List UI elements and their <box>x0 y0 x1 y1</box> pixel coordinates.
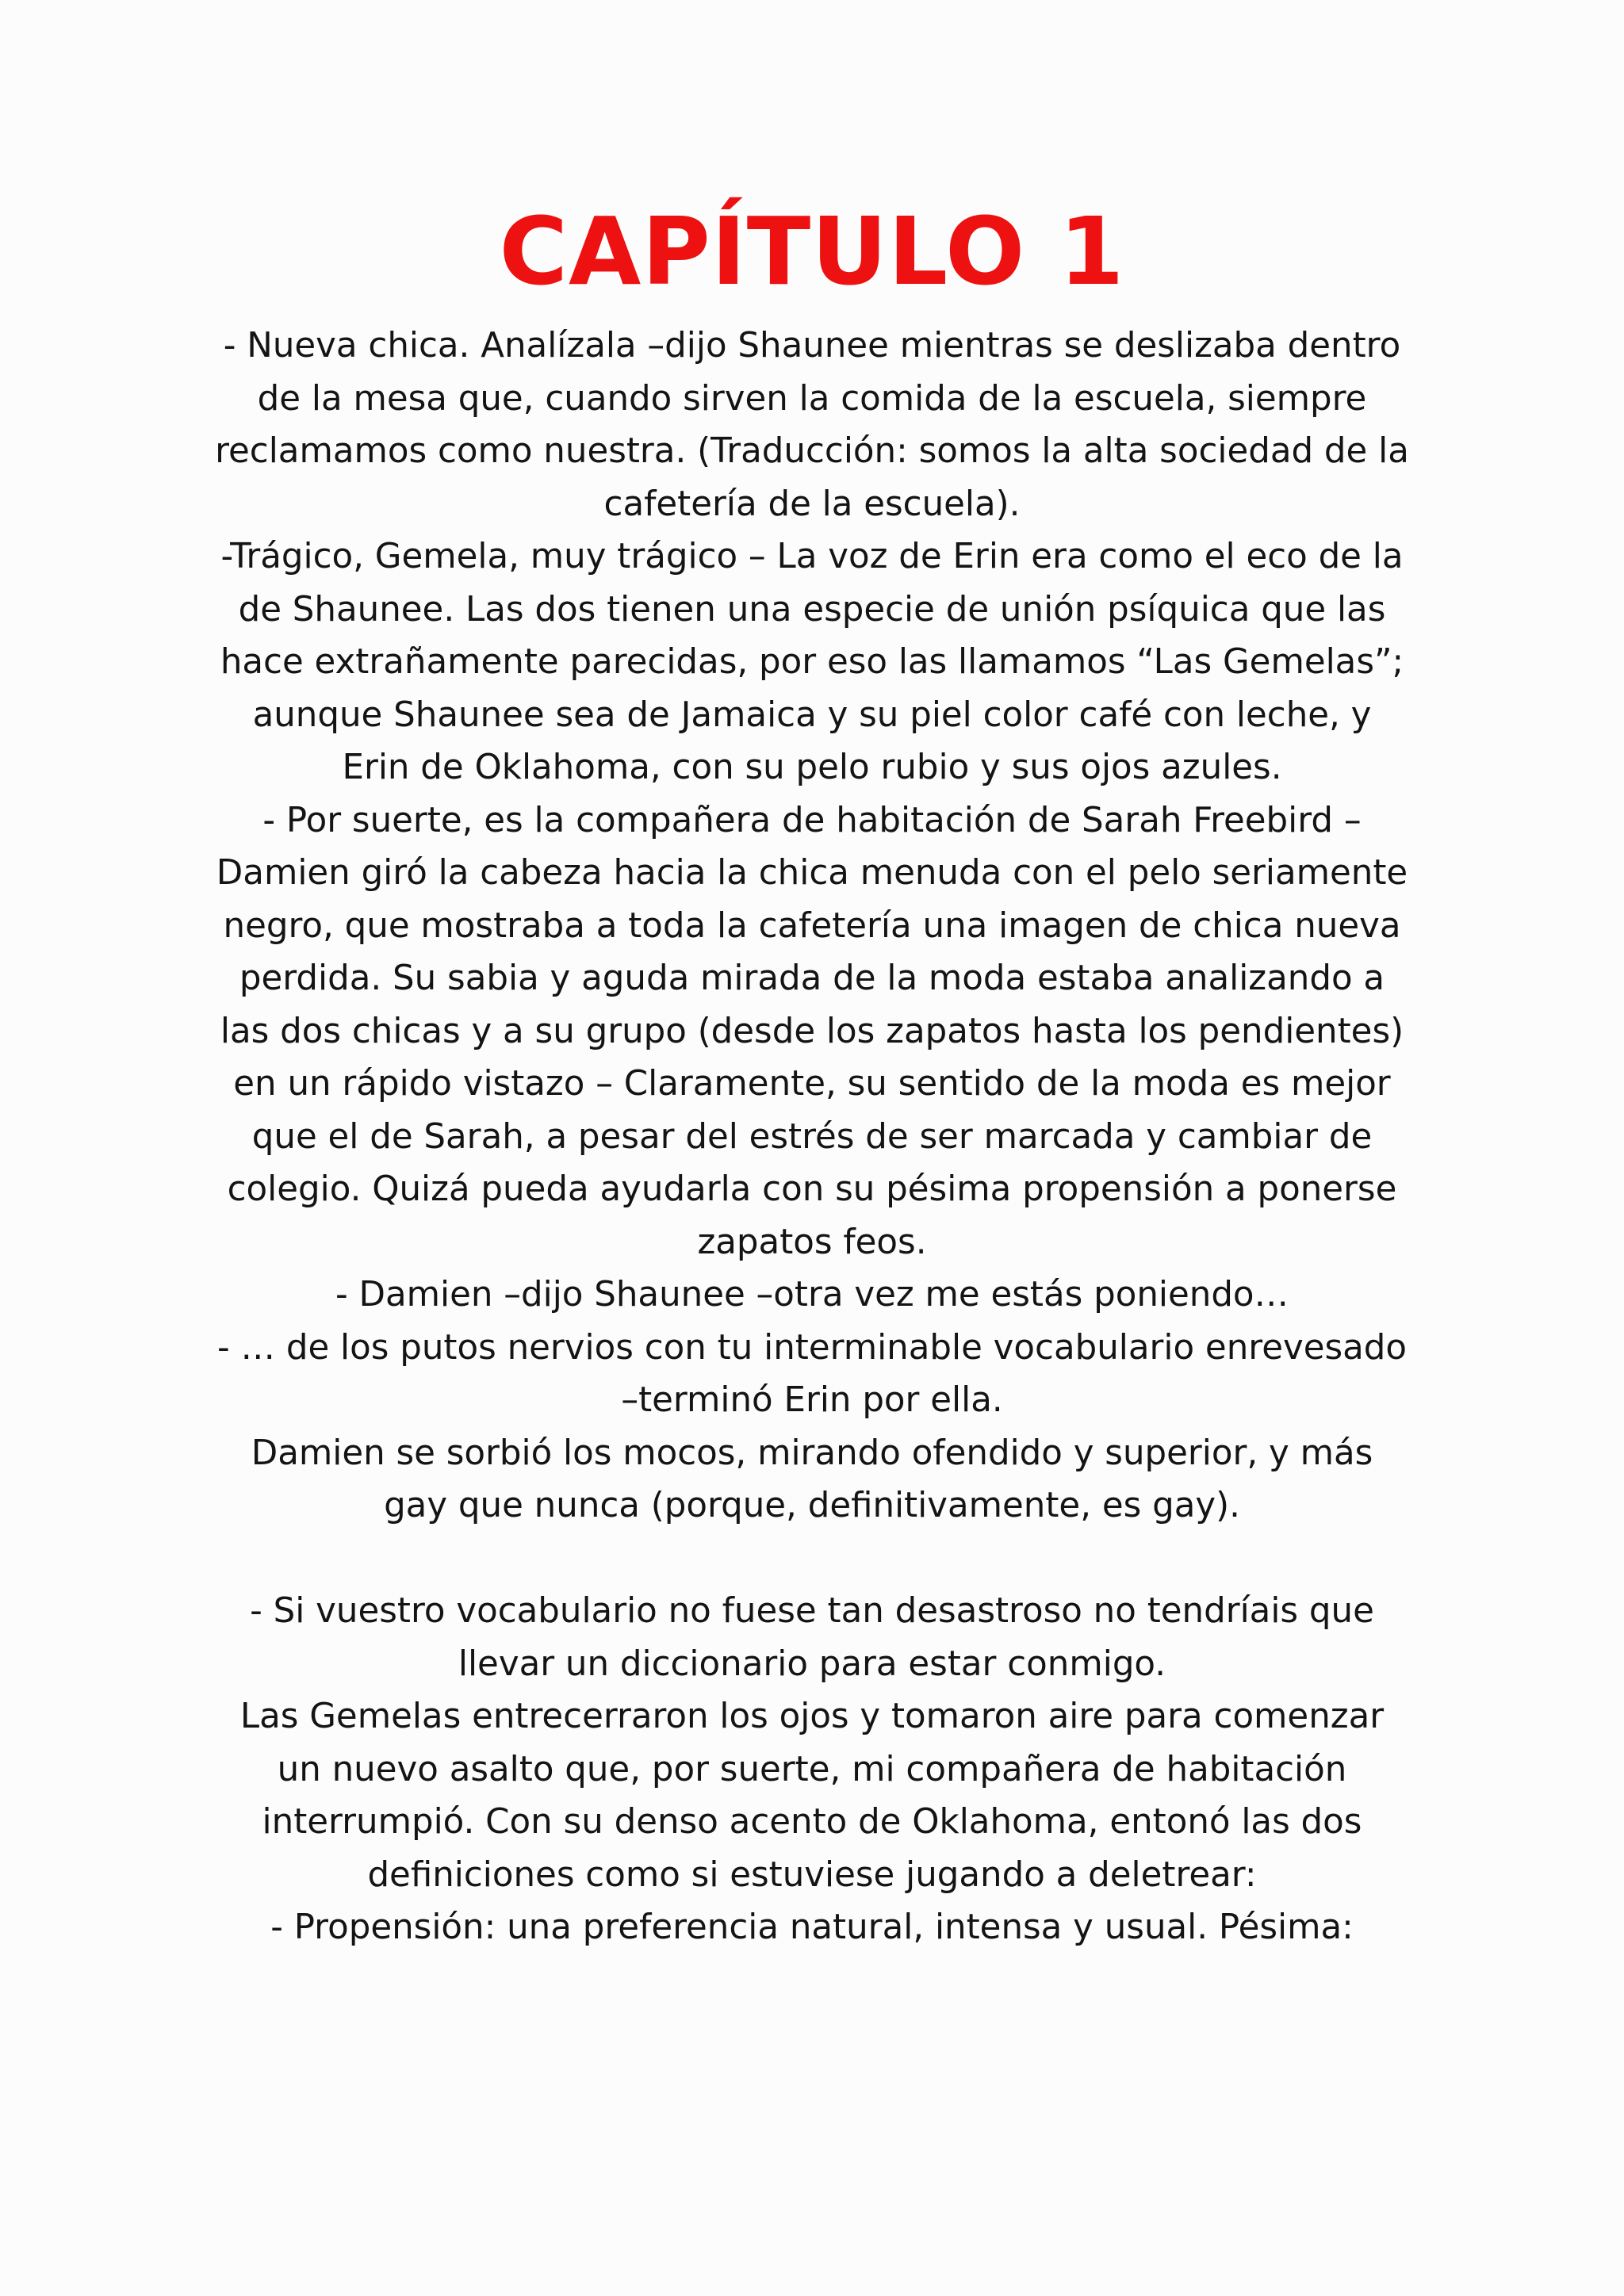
paragraph: -Trágico, Gemela, muy trágico – La voz de Erin era como el eco de la de Shaunee. Las dos tienen una especie de unión psíquica que las hace extrañamente parecidas, por eso las llamamos “Las Gemelas”; aunque Shaunee sea de Jamaica y su piel color café con leche, y Erin de Oklahoma, con su pelo rubio y sus ojos azules. <box>220 537 1404 787</box>
chapter-title: CAPÍTULO 1 <box>499 197 1125 306</box>
paragraph: - Si vuestro vocabulario no fuese tan desastroso no tendríais que llevar un diccionario para estar conmigo. <box>250 1591 1374 1684</box>
paragraph: Damien se sorbió los mocos, mirando ofendido y superior, y más gay que nunca (porque, definitivamente, es gay). <box>251 1433 1373 1525</box>
chapter-body <box>214 320 1410 1954</box>
paragraph: - Nueva chica. Analízala –dijo Shaunee mientras se deslizaba dentro de la mesa que, cuando sirven la comida de la escuela, siempre reclamamos como nuestra. (Traducción: somos la alta sociedad de la cafetería de la escuela). <box>215 326 1409 524</box>
paragraph: - Por suerte, es la compañera de habitación de Sarah Freebird – Damien giró la cabeza hacia la chica menuda con el pelo seriamente negro, que mostraba a toda la cafetería una imagen de chica nueva perdida. Su sabia y aguda mirada de la moda estaba analizando a las dos chicas y a su grupo (desde los zapatos hasta los pendientes) en un rápido vistazo – Claramente, su sentido de la moda es mejor que el de Sarah, a pesar del estrés de ser marcada y cambiar de colegio. Quizá pueda ayudarla con su pésima propensión a ponerse zapatos feos. <box>216 800 1408 1262</box>
paragraph-gap <box>214 1533 1410 1586</box>
paragraph: - Propensión: una preferencia natural, intensa y usual. Pésima: <box>270 1908 1354 1947</box>
paragraph: Las Gemelas entrecerraron los ojos y tomaron aire para comenzar un nuevo asalto que, por suerte, mi compañera de habitación interrumpió. Con su denso acento de Oklahoma, entonó las dos definiciones como si estuviese jugando a deletrear: <box>239 1697 1385 1895</box>
paragraph: - Damien –dijo Shaunee –otra vez me estás poniendo… <box>335 1275 1289 1314</box>
paragraph: - … de los putos nervios con tu interminable vocabulario enrevesado –terminó Erin por ella. <box>216 1327 1408 1420</box>
